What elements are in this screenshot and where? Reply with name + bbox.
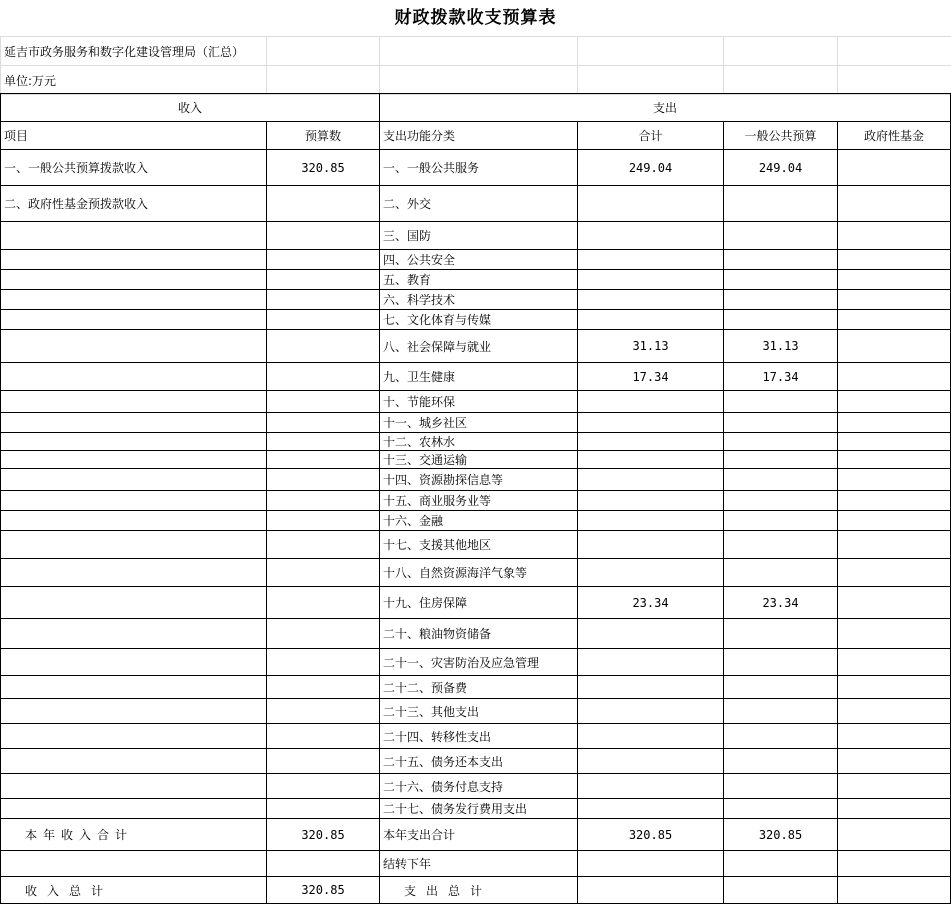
expense-item-cell[interactable]: 十四、资源勘探信息等 bbox=[380, 469, 578, 491]
table-row bbox=[1, 150, 951, 186]
income-item-cell[interactable] bbox=[1, 433, 267, 451]
expense-fund-cell[interactable] bbox=[838, 531, 951, 559]
income-value-cell[interactable] bbox=[267, 330, 380, 363]
income-item-cell[interactable] bbox=[1, 774, 267, 799]
expense-general-cell[interactable] bbox=[724, 749, 838, 774]
income-header[interactable]: 收入 bbox=[1, 94, 380, 122]
expense-fund-cell[interactable] bbox=[838, 433, 951, 451]
income-item-cell[interactable] bbox=[1, 270, 267, 290]
year-income-value[interactable]: 320.85 bbox=[267, 819, 380, 851]
cell[interactable] bbox=[838, 66, 951, 95]
expense-total-cell[interactable] bbox=[578, 310, 724, 330]
income-item-cell[interactable]: 一、一般公共预算拨款收入 bbox=[1, 150, 267, 186]
income-total-label[interactable]: 收入总计 bbox=[1, 877, 267, 904]
expense-item-cell[interactable]: 二十六、债务付息支持 bbox=[380, 774, 578, 799]
income-item-cell[interactable] bbox=[1, 559, 267, 587]
expense-general-cell[interactable] bbox=[724, 469, 838, 491]
income-value-cell[interactable] bbox=[267, 699, 380, 724]
income-value-cell[interactable] bbox=[267, 270, 380, 290]
page-title: 财政拨款收支预算表 bbox=[0, 0, 951, 36]
table-row bbox=[1, 222, 951, 250]
expense-fund-cell[interactable] bbox=[838, 491, 951, 511]
expense-total-cell[interactable]: 23.34 bbox=[578, 587, 724, 619]
table-row bbox=[1, 413, 951, 433]
expense-fund-cell[interactable] bbox=[838, 363, 951, 391]
table-row bbox=[1, 270, 951, 290]
expense-fund-cell[interactable] bbox=[838, 559, 951, 587]
expense-general-cell[interactable] bbox=[724, 290, 838, 310]
expense-item-cell[interactable]: 二十一、灾害防治及应急管理 bbox=[380, 649, 578, 676]
expense-total-cell[interactable] bbox=[578, 413, 724, 433]
expense-fund-cell[interactable] bbox=[838, 310, 951, 330]
cell[interactable] bbox=[838, 37, 951, 66]
expense-total-cell[interactable] bbox=[578, 699, 724, 724]
income-value-cell[interactable] bbox=[267, 310, 380, 330]
expense-general-cell[interactable] bbox=[724, 699, 838, 724]
income-value-cell[interactable]: 320.85 bbox=[267, 150, 380, 186]
income-value-cell[interactable] bbox=[267, 799, 380, 819]
cell[interactable] bbox=[724, 37, 838, 66]
table-row bbox=[1, 749, 951, 774]
expense-item-cell[interactable]: 二十五、债务还本支出 bbox=[380, 749, 578, 774]
expense-item-cell[interactable]: 十二、农林水 bbox=[380, 433, 578, 451]
cell[interactable] bbox=[578, 37, 724, 66]
general-header[interactable]: 一般公共预算 bbox=[724, 122, 838, 150]
expense-general-cell[interactable] bbox=[724, 511, 838, 531]
table-row bbox=[1, 330, 951, 363]
cell[interactable] bbox=[380, 66, 578, 95]
income-item-cell[interactable] bbox=[1, 587, 267, 619]
blank-cell[interactable] bbox=[724, 877, 838, 904]
table-row bbox=[1, 391, 951, 413]
year-expense-label[interactable]: 本年支出合计 bbox=[380, 819, 578, 851]
expense-item-cell[interactable]: 二十、粮油物资储备 bbox=[380, 619, 578, 649]
section-header-row bbox=[1, 94, 951, 122]
blank-cell[interactable] bbox=[838, 877, 951, 904]
expense-fund-cell[interactable] bbox=[838, 587, 951, 619]
expense-total-cell[interactable] bbox=[578, 391, 724, 413]
column-header-row bbox=[1, 122, 951, 150]
expense-total-cell[interactable] bbox=[578, 619, 724, 649]
income-value-cell[interactable] bbox=[267, 186, 380, 222]
income-value-cell[interactable] bbox=[267, 222, 380, 250]
expense-total-cell[interactable] bbox=[578, 649, 724, 676]
expense-total-cell[interactable] bbox=[578, 491, 724, 511]
expense-general-cell[interactable] bbox=[724, 310, 838, 330]
table-row bbox=[1, 250, 951, 270]
expense-total-cell[interactable] bbox=[578, 559, 724, 587]
cell[interactable] bbox=[380, 37, 578, 66]
expense-general-cell[interactable] bbox=[724, 270, 838, 290]
expense-fund-cell[interactable] bbox=[838, 511, 951, 531]
expense-general-cell[interactable] bbox=[724, 619, 838, 649]
expense-item-cell[interactable]: 二十四、转移性支出 bbox=[380, 724, 578, 749]
income-value-cell[interactable] bbox=[267, 559, 380, 587]
expense-total-cell[interactable]: 31.13 bbox=[578, 330, 724, 363]
expense-item-cell[interactable]: 四、公共安全 bbox=[380, 250, 578, 270]
cell[interactable] bbox=[578, 66, 724, 95]
expense-fund-cell[interactable] bbox=[838, 724, 951, 749]
table-row bbox=[1, 619, 951, 649]
income-value-cell[interactable] bbox=[267, 649, 380, 676]
expense-fund-cell[interactable] bbox=[838, 222, 951, 250]
income-value-cell[interactable] bbox=[267, 363, 380, 391]
expense-item-cell[interactable]: 十一、城乡社区 bbox=[380, 413, 578, 433]
income-item-cell[interactable] bbox=[1, 511, 267, 531]
income-value-cell[interactable] bbox=[267, 469, 380, 491]
income-value-cell[interactable] bbox=[267, 531, 380, 559]
expense-general-cell[interactable] bbox=[724, 491, 838, 511]
expense-item-cell[interactable]: 十七、支援其他地区 bbox=[380, 531, 578, 559]
expense-total-cell[interactable] bbox=[578, 222, 724, 250]
expense-item-cell[interactable]: 十五、商业服务业等 bbox=[380, 491, 578, 511]
expense-general-cell[interactable]: 23.34 bbox=[724, 587, 838, 619]
blank-cell[interactable] bbox=[838, 851, 951, 877]
expense-item-cell[interactable]: 十八、自然资源海洋气象等 bbox=[380, 559, 578, 587]
year-expense-total[interactable]: 320.85 bbox=[578, 819, 724, 851]
income-value-cell[interactable] bbox=[267, 250, 380, 270]
expense-item-cell[interactable]: 三、国防 bbox=[380, 222, 578, 250]
income-value-cell[interactable] bbox=[267, 619, 380, 649]
expense-fund-cell[interactable] bbox=[838, 413, 951, 433]
expense-general-cell[interactable] bbox=[724, 222, 838, 250]
income-item-cell[interactable] bbox=[1, 363, 267, 391]
expense-item-cell[interactable]: 十三、交通运输 bbox=[380, 451, 578, 469]
expense-total-cell[interactable] bbox=[578, 749, 724, 774]
budget-table bbox=[0, 93, 951, 904]
expense-item-cell[interactable]: 九、卫生健康 bbox=[380, 363, 578, 391]
expense-general-cell[interactable] bbox=[724, 186, 838, 222]
income-value-cell[interactable] bbox=[267, 724, 380, 749]
expense-fund-cell[interactable] bbox=[838, 391, 951, 413]
expense-item-cell[interactable]: 十六、金融 bbox=[380, 511, 578, 531]
income-item-cell[interactable] bbox=[1, 222, 267, 250]
expense-fund-cell[interactable] bbox=[838, 749, 951, 774]
table-row bbox=[1, 433, 951, 451]
income-value-cell[interactable] bbox=[267, 587, 380, 619]
expense-item-cell[interactable]: 二、外交 bbox=[380, 186, 578, 222]
table-row bbox=[1, 774, 951, 799]
meta-table bbox=[0, 36, 951, 95]
expense-total-cell[interactable] bbox=[578, 676, 724, 699]
unit-row bbox=[1, 66, 951, 95]
expense-total-cell[interactable] bbox=[578, 290, 724, 310]
expense-general-cell[interactable] bbox=[724, 799, 838, 819]
income-item-cell[interactable] bbox=[1, 676, 267, 699]
budget-header[interactable]: 预算数 bbox=[267, 122, 380, 150]
income-item-cell[interactable]: 二、政府性基金预拨款收入 bbox=[1, 186, 267, 222]
income-item-cell[interactable] bbox=[1, 469, 267, 491]
expense-fund-cell[interactable] bbox=[838, 290, 951, 310]
expense-general-cell[interactable]: 31.13 bbox=[724, 330, 838, 363]
expense-fund-cell[interactable] bbox=[838, 451, 951, 469]
cell[interactable] bbox=[724, 66, 838, 95]
income-value-cell[interactable] bbox=[267, 749, 380, 774]
income-item-cell[interactable] bbox=[1, 290, 267, 310]
expense-general-cell[interactable] bbox=[724, 451, 838, 469]
expense-header[interactable]: 支出 bbox=[380, 94, 951, 122]
income-item-cell[interactable] bbox=[1, 619, 267, 649]
expense-general-cell[interactable] bbox=[724, 774, 838, 799]
income-item-cell[interactable] bbox=[1, 649, 267, 676]
income-item-cell[interactable] bbox=[1, 531, 267, 559]
expense-item-cell[interactable]: 十九、住房保障 bbox=[380, 587, 578, 619]
expense-fund-cell[interactable] bbox=[838, 774, 951, 799]
income-value-cell[interactable] bbox=[267, 413, 380, 433]
expense-item-cell[interactable]: 二十二、预备费 bbox=[380, 676, 578, 699]
table-row bbox=[1, 469, 951, 491]
cell[interactable] bbox=[267, 66, 380, 95]
expense-total-cell[interactable] bbox=[578, 270, 724, 290]
totals-row bbox=[1, 851, 951, 877]
totals-row bbox=[1, 819, 951, 851]
expense-fund-cell[interactable] bbox=[838, 676, 951, 699]
expense-fund-cell[interactable] bbox=[838, 619, 951, 649]
income-item-cell[interactable] bbox=[1, 724, 267, 749]
year-expense-general[interactable]: 320.85 bbox=[724, 819, 838, 851]
totals-row bbox=[1, 877, 951, 904]
income-item-cell[interactable] bbox=[1, 330, 267, 363]
carry-label[interactable]: 结转下年 bbox=[380, 851, 578, 877]
expense-item-cell[interactable]: 七、文化体育与传媒 bbox=[380, 310, 578, 330]
unit-label[interactable]: 单位:万元 bbox=[1, 66, 267, 95]
expense-total-cell[interactable]: 17.34 bbox=[578, 363, 724, 391]
expense-fund-cell[interactable] bbox=[838, 150, 951, 186]
expense-item-cell[interactable]: 二十三、其他支出 bbox=[380, 699, 578, 724]
expense-item-cell[interactable]: 十、节能环保 bbox=[380, 391, 578, 413]
item-header[interactable]: 项目 bbox=[1, 122, 267, 150]
expense-total-label[interactable]: 支出总计 bbox=[380, 877, 578, 904]
expense-fund-cell[interactable] bbox=[838, 250, 951, 270]
blank-cell[interactable] bbox=[578, 851, 724, 877]
table-row bbox=[1, 724, 951, 749]
expense-general-cell[interactable] bbox=[724, 433, 838, 451]
table-row bbox=[1, 559, 951, 587]
expense-general-cell[interactable] bbox=[724, 649, 838, 676]
income-item-cell[interactable] bbox=[1, 749, 267, 774]
table-row bbox=[1, 290, 951, 310]
table-row bbox=[1, 649, 951, 676]
table-row bbox=[1, 587, 951, 619]
income-item-cell[interactable] bbox=[1, 413, 267, 433]
expense-total-cell[interactable] bbox=[578, 774, 724, 799]
expense-fund-cell[interactable] bbox=[838, 699, 951, 724]
table-row bbox=[1, 531, 951, 559]
income-value-cell[interactable] bbox=[267, 774, 380, 799]
table-row bbox=[1, 511, 951, 531]
expense-fund-cell[interactable] bbox=[838, 186, 951, 222]
income-total-value[interactable]: 320.85 bbox=[267, 877, 380, 904]
expense-general-cell[interactable] bbox=[724, 413, 838, 433]
table-row bbox=[1, 451, 951, 469]
expense-fund-cell[interactable] bbox=[838, 469, 951, 491]
table-row bbox=[1, 310, 951, 330]
expense-general-cell[interactable] bbox=[724, 559, 838, 587]
expense-item-cell[interactable]: 五、教育 bbox=[380, 270, 578, 290]
blank-cell[interactable] bbox=[1, 851, 267, 877]
expense-item-cell[interactable]: 六、科学技术 bbox=[380, 290, 578, 310]
expense-general-cell[interactable] bbox=[724, 531, 838, 559]
table-row bbox=[1, 799, 951, 819]
income-item-cell[interactable] bbox=[1, 250, 267, 270]
income-value-cell[interactable] bbox=[267, 290, 380, 310]
expense-fund-cell[interactable] bbox=[838, 330, 951, 363]
expense-item-cell[interactable]: 二十七、债务发行费用支出 bbox=[380, 799, 578, 819]
expense-total-cell[interactable] bbox=[578, 531, 724, 559]
income-value-cell[interactable] bbox=[267, 451, 380, 469]
expense-general-cell[interactable] bbox=[724, 250, 838, 270]
table-row bbox=[1, 491, 951, 511]
blank-cell[interactable] bbox=[724, 851, 838, 877]
income-value-cell[interactable] bbox=[267, 676, 380, 699]
expense-general-cell[interactable]: 17.34 bbox=[724, 363, 838, 391]
income-item-cell[interactable] bbox=[1, 310, 267, 330]
year-income-label[interactable]: 本年收入合计 bbox=[1, 819, 267, 851]
expense-total-cell[interactable] bbox=[578, 433, 724, 451]
expense-item-cell[interactable]: 八、社会保障与就业 bbox=[380, 330, 578, 363]
year-expense-fund[interactable] bbox=[838, 819, 951, 851]
expense-fund-cell[interactable] bbox=[838, 799, 951, 819]
expense-fund-cell[interactable] bbox=[838, 649, 951, 676]
expense-total-cell[interactable] bbox=[578, 451, 724, 469]
expense-fund-cell[interactable] bbox=[838, 270, 951, 290]
expense-total-cell[interactable] bbox=[578, 511, 724, 531]
income-value-cell[interactable] bbox=[267, 511, 380, 531]
expense-item-cell[interactable]: 一、一般公共服务 bbox=[380, 150, 578, 186]
gov-fund-header[interactable]: 政府性基金 bbox=[838, 122, 951, 150]
income-item-cell[interactable] bbox=[1, 799, 267, 819]
income-item-cell[interactable] bbox=[1, 451, 267, 469]
org-row bbox=[1, 37, 951, 66]
blank-cell[interactable] bbox=[267, 851, 380, 877]
cell[interactable] bbox=[267, 37, 380, 66]
table-row bbox=[1, 699, 951, 724]
org-name[interactable]: 延吉市政务服务和数字化建设管理局（汇总） bbox=[1, 37, 267, 66]
expense-total-cell[interactable] bbox=[578, 250, 724, 270]
expense-general-cell[interactable]: 249.04 bbox=[724, 150, 838, 186]
table-row bbox=[1, 186, 951, 222]
income-item-cell[interactable] bbox=[1, 491, 267, 511]
income-item-cell[interactable] bbox=[1, 699, 267, 724]
func-class-header[interactable]: 支出功能分类 bbox=[380, 122, 578, 150]
income-item-cell[interactable] bbox=[1, 391, 267, 413]
expense-general-cell[interactable] bbox=[724, 724, 838, 749]
expense-total-cell[interactable] bbox=[578, 186, 724, 222]
expense-total-cell[interactable] bbox=[578, 799, 724, 819]
table-row bbox=[1, 363, 951, 391]
expense-total-cell[interactable] bbox=[578, 469, 724, 491]
expense-general-cell[interactable] bbox=[724, 676, 838, 699]
total-header[interactable]: 合计 bbox=[578, 122, 724, 150]
expense-total-cell[interactable] bbox=[578, 724, 724, 749]
table-row bbox=[1, 676, 951, 699]
income-value-cell[interactable] bbox=[267, 433, 380, 451]
expense-total-cell[interactable]: 249.04 bbox=[578, 150, 724, 186]
income-value-cell[interactable] bbox=[267, 491, 380, 511]
income-value-cell[interactable] bbox=[267, 391, 380, 413]
expense-general-cell[interactable] bbox=[724, 391, 838, 413]
blank-cell[interactable] bbox=[578, 877, 724, 904]
